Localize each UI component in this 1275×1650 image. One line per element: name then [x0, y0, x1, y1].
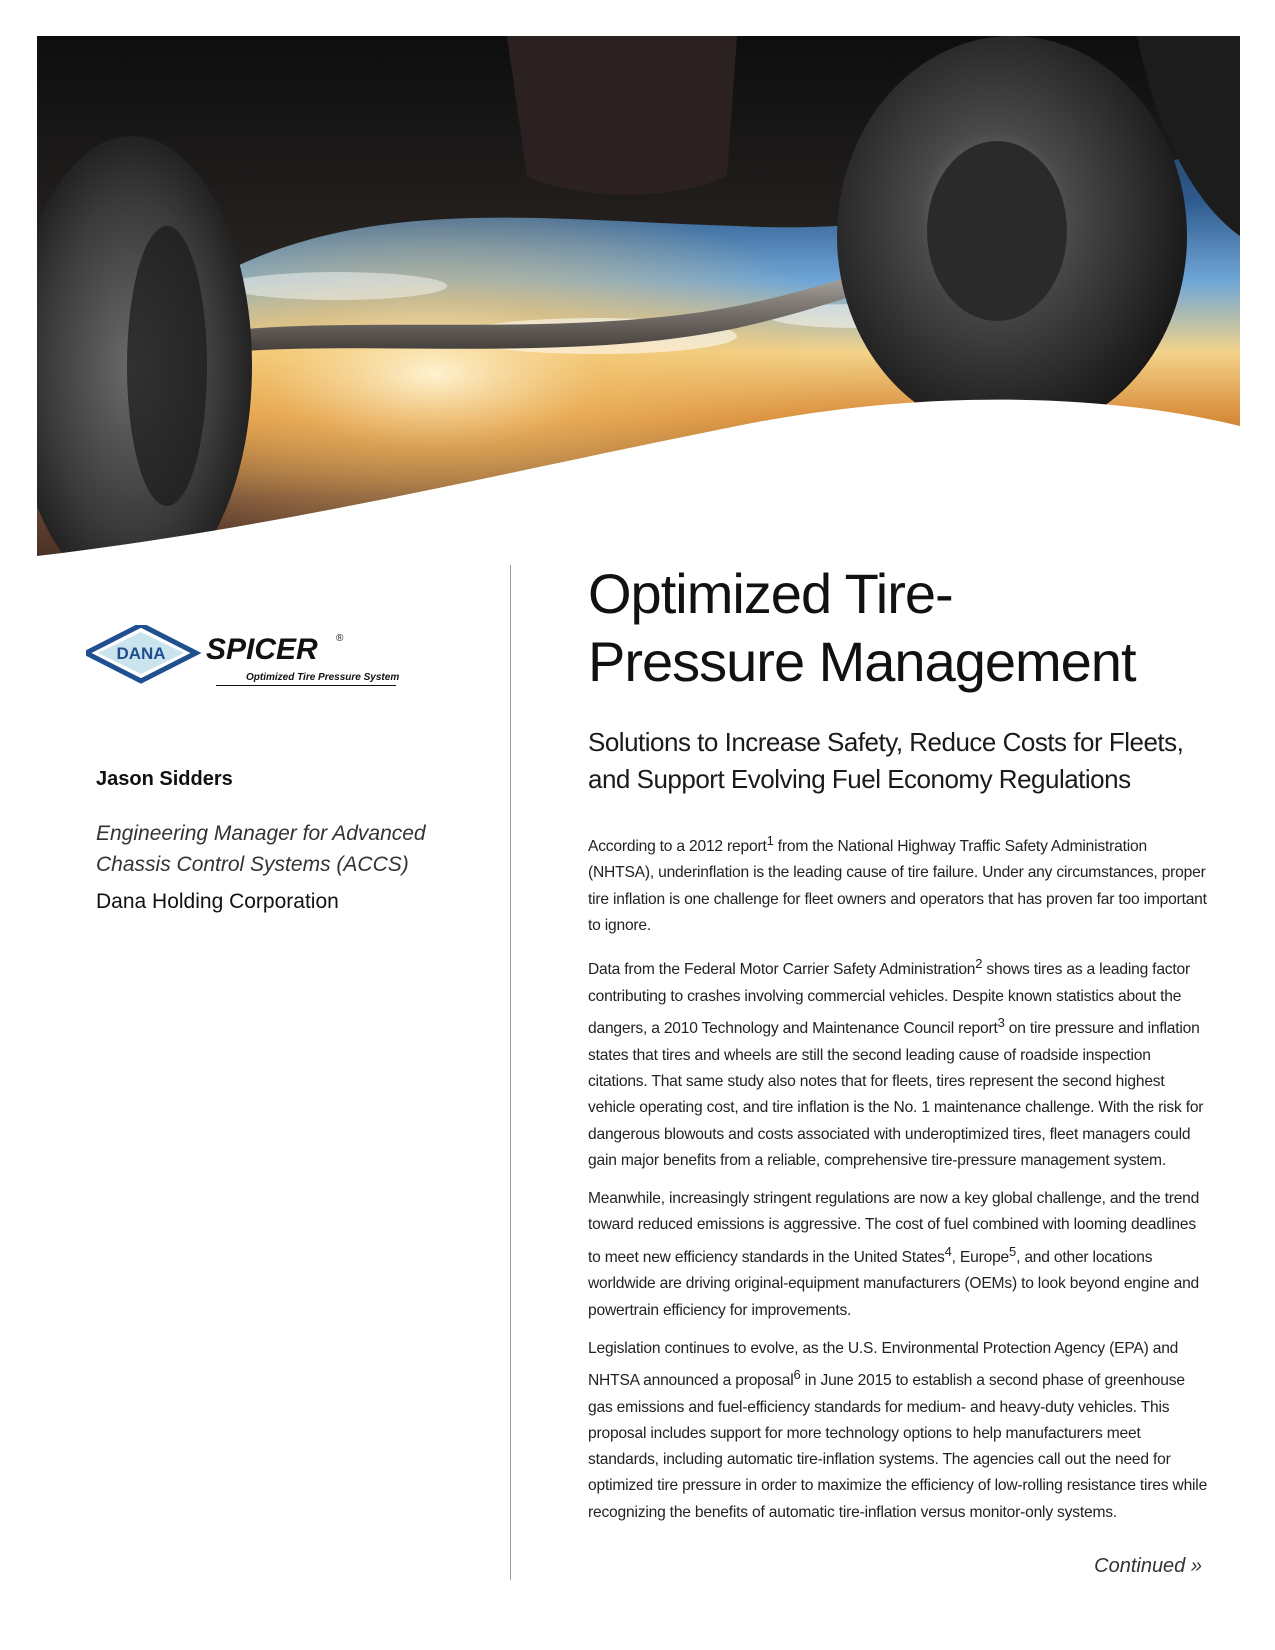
author-title: Engineering Manager for Advanced Chassis Control Systems (ACCS) — [96, 822, 426, 876]
title-line-1: Optimized Tire- — [588, 562, 953, 625]
paragraph-1-text-b: from the National Highway Traffic Safety Administration (NHTSA), underinflation is the leading cause of tire failure. Under any circumstances, proper tire inflation is one challenge for fleet owners and operators that has proven far too important to ignore. — [588, 838, 1207, 935]
paragraph-2-text-b: shows tires as a leading factor contributing to crashes involving commercial vehicles. Despite known statistics about the dangers, a 2010 Technology and Maintenance Council report — [588, 961, 1190, 1038]
dana-diamond-icon — [86, 625, 416, 700]
paragraph-2-text-c: on tire pressure and inflation states that tires and wheels are still the second leading cause of roadside inspection citations. That same study also notes that for fleets, tires represent the second highest vehicle operating cost, and tire inflation is the No. 1 maintenance challenge. With the risk for dangerous blowouts and costs associated with underoptimized tires, fleet managers could gain major benefits from a reliable, comprehensive tire-pressure management system. — [588, 1020, 1204, 1169]
dana-logo-text: DANA — [116, 644, 166, 663]
paragraph-1-text-a: According to a 2012 report — [588, 838, 767, 856]
paragraph-4-text-a: Legislation continues to evolve, as the U.S. Environmental Protection Agency (EPA) and NHTSA announced a proposal — [588, 1339, 1179, 1390]
footnote-ref-5: 5 — [1009, 1243, 1017, 1259]
footnote-ref-6: 6 — [793, 1367, 801, 1383]
author-company: Dana Holding Corporation — [96, 890, 339, 913]
paragraph-3-text-c: , and other locations worldwide are driving original-equipment manufacturers (OEMs) to look beyond engine and powertrain efficiency for improvements. — [588, 1248, 1200, 1319]
paragraph-1 — [588, 828, 1208, 939]
article — [588, 560, 1208, 1538]
footnote-ref-2: 2 — [975, 956, 983, 972]
paragraph-3-text-b: , Europe — [951, 1248, 1010, 1266]
registered-mark: ® — [336, 633, 344, 644]
footnote-ref-1: 1 — [766, 833, 774, 848]
title-line-2: Pressure Management — [588, 630, 1136, 693]
paragraph-3 — [588, 1186, 1208, 1324]
page-title — [588, 560, 1208, 696]
paragraph-2-text-a: Data from the Federal Motor Carrier Safety Administration — [588, 961, 976, 979]
paragraph-4 — [588, 1336, 1208, 1526]
footnote-ref-4: 4 — [944, 1243, 952, 1259]
paragraph-4-text-b: in June 2015 to establish a second phase of greenhouse gas emissions and fuel-efficiency standards for medium- and heavy-duty vehicles. This proposal includes support for more technology options to help manufacturers meet standards, including automatic tire-inflation systems. The agencies call out the need for optimized tire pressure in order to maximize the efficiency of low-rolling resistance tires while recognizing the benefits of automatic tire-inflation versus monitor-only systems. — [588, 1372, 1208, 1521]
logo-tagline: Optimized Tire Pressure System — [246, 672, 400, 683]
footnote-ref-3: 3 — [997, 1015, 1005, 1031]
logo-rule — [216, 685, 396, 686]
continued-link[interactable]: Continued » — [1094, 1555, 1202, 1577]
hero-image — [37, 36, 1240, 581]
paragraph-3-text-a: Meanwhile, increasingly stringent regulations are now a key global challenge, and the trend toward reduced emissions is aggressive. The cost of fuel combined with looming deadlines to meet new efficiency standards in the United States — [588, 1190, 1200, 1266]
page-subtitle — [588, 724, 1208, 798]
spicer-logo-text: SPICER — [206, 633, 318, 666]
column-divider — [510, 565, 511, 1580]
subtitle-line-2: and Support Evolving Fuel Economy Regulations — [588, 764, 1131, 794]
subtitle-line-1: Solutions to Increase Safety, Reduce Costs for Fleets, — [588, 727, 1184, 757]
truck-undercarriage-illustration — [37, 36, 1240, 581]
dana-spicer-logo — [86, 625, 416, 700]
author-name: Jason Sidders — [96, 768, 233, 790]
article-body — [588, 828, 1208, 1526]
paragraph-2 — [588, 951, 1208, 1174]
